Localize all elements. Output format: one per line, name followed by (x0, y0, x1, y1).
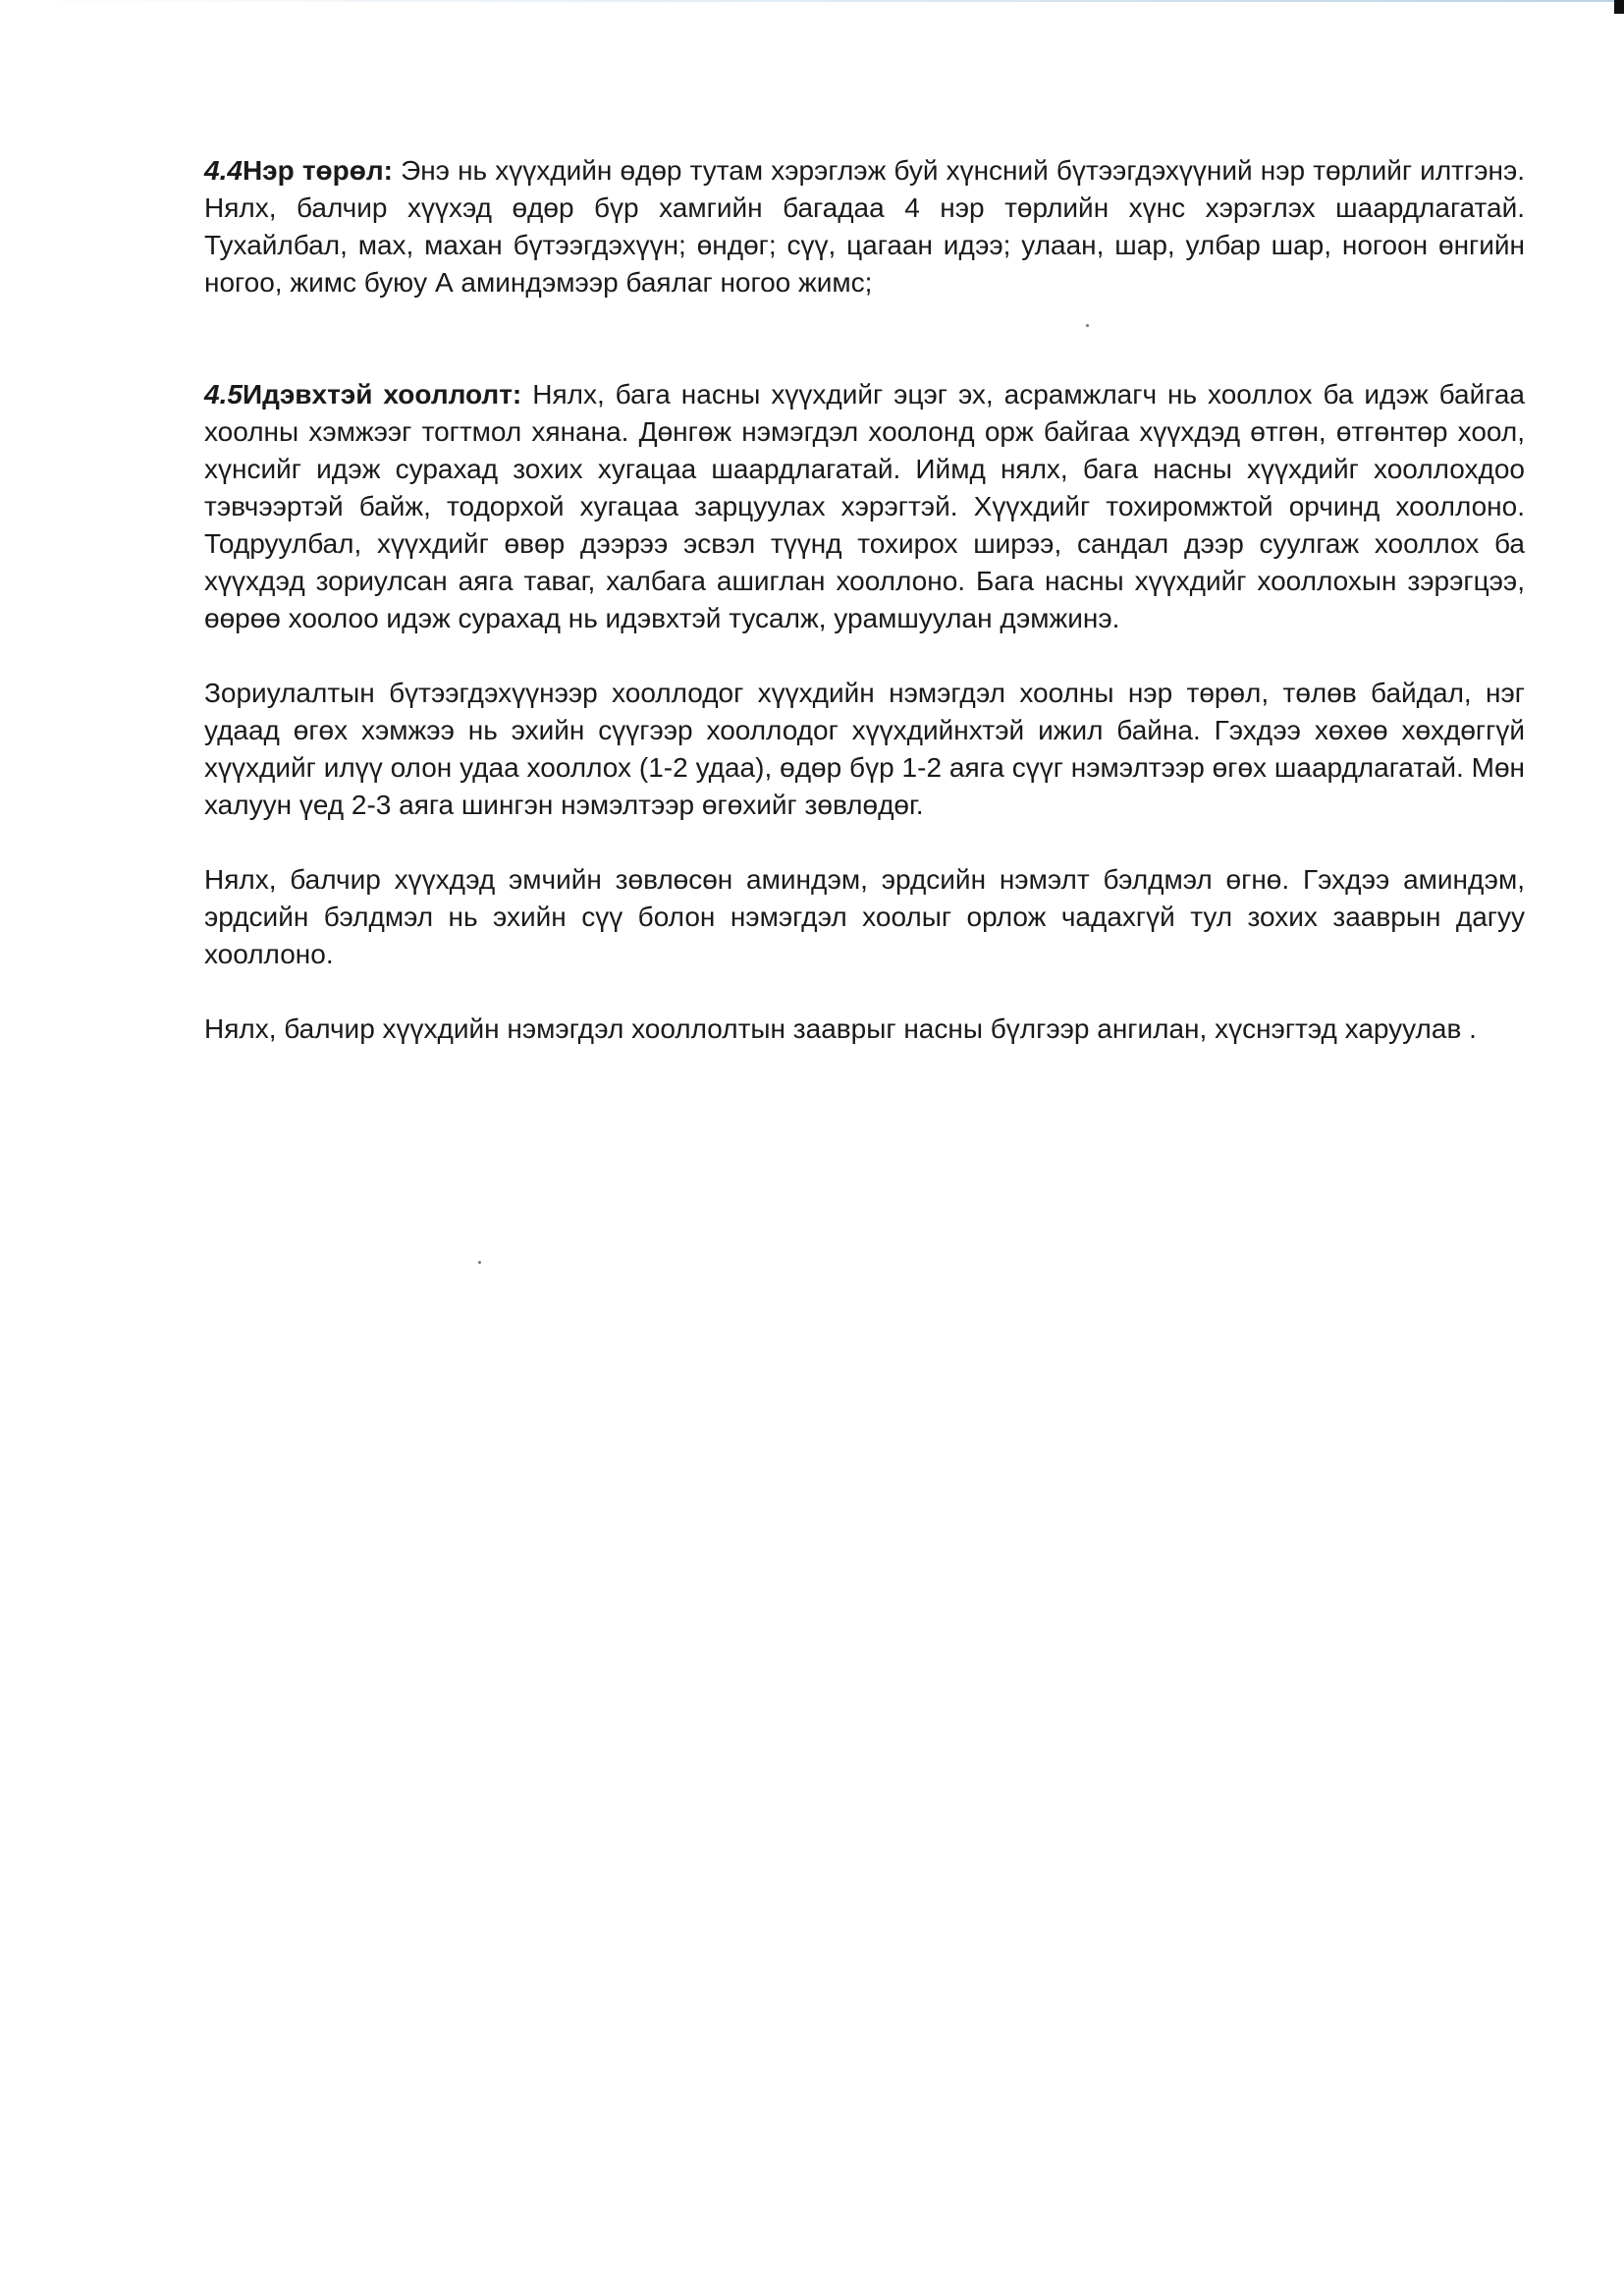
scan-speck (478, 1261, 481, 1264)
section-4-4-title: Нэр төрөл: (242, 155, 393, 186)
section-4-5-text: Нялх, бага насны хүүхдийг эцэг эх, асрамжлагч нь хооллох ба идэж байгаа хоолны хэмжээг тогтмол хянана. Дөнгөж нэмэгдэл хоолонд орж байгаа хүүхдэд өтгөн, өтгөнтөр хоол, хүнсийг идэж сурахад зохих хугацаа шаардлагатай. Иймд нялх, бага насны хүүхдийг хооллохдоо тэвчээртэй байж, тодорхой хугацаа зарцуулах хэрэгтэй. Хүүхдийг тохиромжтой орчинд хооллоно. Тодруулбал, хүүхдийг өвөр дээрээ эсвэл түүнд тохирох ширээ, сандал дээр суулгаж хооллох ба хүүхдэд зориулсан аяга таваг, халбага ашиглан хооллоно. Бага насны хүүхдийг хооллохын зэрэгцээ, өөрөө хоолоо идэж сурахад нь идэвхтэй тусалж, урамшуулан дэмжинэ. (204, 379, 1525, 633)
section-4-4-paragraph (204, 152, 1525, 301)
section-4-4-number: 4.4 (204, 155, 243, 186)
section-4-5-number: 4.5 (204, 379, 243, 410)
formula-feeding-paragraph: Зориулалтын бүтээгдэхүүнээр хооллодог хүүхдийн нэмэгдэл хоолны нэр төрөл, төлөв байдал, нэг удаад өгөх хэмжээ нь эхийн сүүгээр хооллодог хүүхдийнхтэй ижил байна. Гэхдээ хөхөө хөхдөггүй хүүхдийг илүү олон удаа хооллох (1-2 удаа), өдөр бүр 1-2 аяга сүүг нэмэлтээр өгөх шаардлагатай. Мөн халуун үед 2-3 аяга шингэн нэмэлтээр өгөхийг зөвлөдөг. (204, 678, 1525, 820)
section-4-5-title: Идэвхтэй хооллолт: (242, 379, 522, 410)
scan-corner-mark (1614, 0, 1624, 14)
scan-edge-line (0, 0, 1624, 2)
supplements-paragraph: Нялх, балчир хүүхдэд эмчийн зөвлөсөн аминдэм, эрдсийн нэмэлт бэлдмэл өгнө. Гэхдээ аминдэм, эрдсийн бэлдмэл нь эхийн сүү болон нэмэгдэл хоолыг орлож чадахгүй тул зохих зааврын дагуу хооллоно. (204, 864, 1525, 969)
scan-speck (1086, 324, 1089, 327)
document-body (204, 152, 1525, 1048)
closing-paragraph: Нялх, балчир хүүхдийн нэмэгдэл хооллолтын зааврыг насны бүлгээр ангилан, хүснэгтэд харуулав . (204, 1013, 1477, 1044)
section-4-4-text: Энэ нь хүүхдийн өдөр тутам хэрэглэж буй хүнсний бүтээгдэхүүний нэр төрлийг илтгэнэ. Нялх, балчир хүүхэд өдөр бүр хамгийн багадаа 4 нэр төрлийн хүнс хэрэглэх шаардлагатай. Тухайлбал, мах, махан бүтээгдэхүүн; өндөг; сүү, цагаан идээ; улаан, шар, улбар шар, ногоон өнгийн ногоо, жимс буюу А аминдэмээр баялаг ногоо жимс; (204, 155, 1526, 298)
section-4-5-paragraph (204, 376, 1525, 637)
